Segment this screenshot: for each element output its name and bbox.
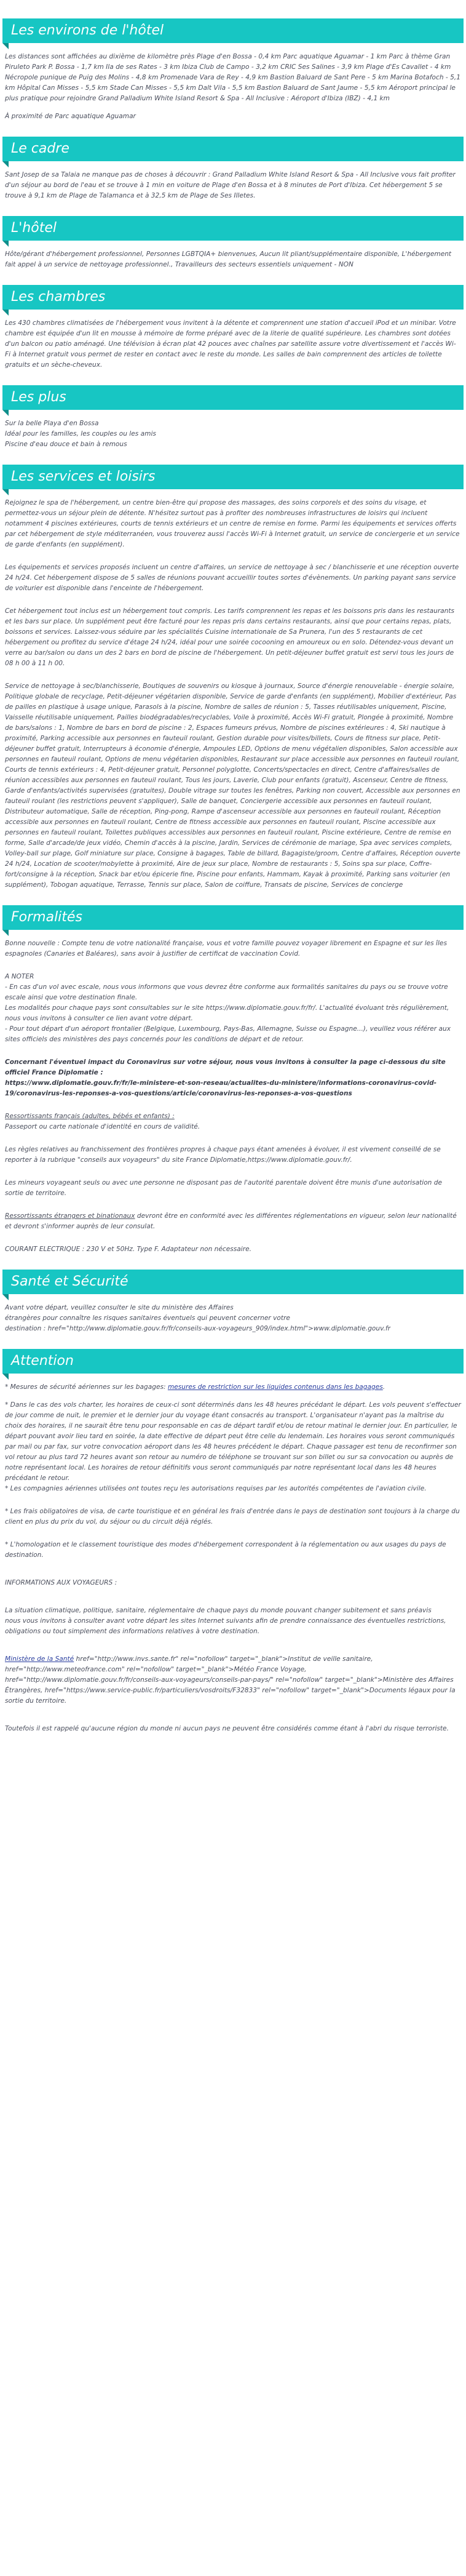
baggage-notice: * Mesures de sécurité aériennes sur les bagages: mesures de restriction sur les liquides contenus dans les bagages. [5, 1383, 385, 1391]
setting-text: Sant Josep de sa Talaia ne manque pas de choses à découvrir : Grand Palladium White Island Resort & Spa - All Inclusive vous fait profiter d'un séjour au bord de l'eau et se trouve à 1 min en voiture de Plage d'en Bossa et à 8 minutes de Port d'Ibiza. Cet hébergement 5 se trouve à 9,1 km de Plage de Talamanca et à 32,5 km de Plage de Ses Illetes. [5, 171, 456, 199]
section-heading [2, 1349, 464, 1374]
health-line: destination : href="http://www.diplomatie.gouv.fr/fr/conseils-aux-voyageurs_909/index.html">www.diplomatie.gouv.fr [5, 1325, 390, 1332]
situation-line: La situation climatique, politique, sanitaire, réglementaire de chaque pays du monde pouvant changer subitement et sans préavis [5, 1607, 432, 1614]
coronavirus-text: Concernant l'éventuel impact du Coronavirus sur votre séjour, nous vous invitons à consulter la page ci-dessous du site officiel France Diplomatie : [5, 1058, 446, 1076]
section-sante [2, 1270, 464, 1334]
note-heading: A NOTER [5, 973, 34, 980]
minors-text: Les mineurs voyageant seuls ou avec une personne ne disposant pas de l'autorité parentale doivent être munis d'une autorisation de sortie de territoire. [5, 1179, 443, 1197]
border-rules-text: Les règles relatives au franchissement des frontières propres à chaque pays étant amenées à évoluer, il est vivement conseillé de se reporter à la rubrique "conseils aux voyageurs" du site France Diplomatie,https://www.diplomatie.gouv.fr/. [5, 1146, 441, 1164]
heading-notch [2, 310, 9, 316]
amenities-list: Service de nettoyage à sec/blanchisserie, Boutiques de souvenirs ou kiosque à journaux, Source d'énergie renouvelable - énergie solaire, Politique globale de recyclage, Petit-déjeuner végétarien disponible, Service de garde d'enfants (en supplément), Mobilier d'extérieur, Pas de pailles en plastique à usage unique, Parasols à la piscine, Nombre de salles de réunion : 5, Tasses réutilisables uniquement, Piscine, Vaisselle réutilisable uniquement, Pailles biodégradables/recyclables, Voile à proximité, Accès Wi-Fi gratuit, Plongée à proximité, Nombre de bars/salons : 1, Nombre de bars en bord de piscine : 2, Espaces fumeurs prévus, Nombre de piscines extérieures : 4, Ski nautique à proximité, Parking accessible aux personnes en fauteuil roulant, Gestion durable pour visites/billets, Cours de fitness sur place, Petit-déjeuner buffet gratuit, Interrupteurs à économie d'énergie, Ampoules LED, Options de menu végétalien disponibles, Salon accessible aux personnes en fauteuil roulant, Options de menu végétarien disponibles, Restaurant sur place accessible aux personnes en fauteuil roulant, Courts de tennis extérieurs : 4, Petit-déjeuner gratuit, Personnel polyglotte, Concerts/spectacles en direct, Centre d'affaires/salles de réunion accessibles aux personnes en fauteuil roulant, Tous les jours, Laverie, Club pour enfants (gratuit), Ascenseur, Centre de fitness, Garde d'enfants/activités supervisées (gratuites), Double vitrage sur toutes les fenêtres, Parking non couvert, Accessible aux personnes en fauteuil roulant (les restrictions peuvent s'appliquer), Salle de banquet, Conciergerie accessible aux personnes en fauteuil roulant, Distributeur automatique, Salle de réception, Ping-pong, Rampe d'ascenseur accessible aux personnes en fauteuil roulant, Réception accessible aux personnes en fauteuil roulant, Centre de fitness accessible aux personnes en fauteuil roulant, Piscine accessible aux personnes en fauteuil roulant, Toilettes publiques accessibles aux personnes en fauteuil roulant, Piscine extérieure, Centre de remise en forme, Salle d'arcade/de jeux vidéo, Chemin d'accès à la piscine, Jardin, Services de cérémonie de mariage, Spa avec services complets, Volley-ball sur plage, Golf miniature sur place, Consigne à bagages, Table de billard, Bagagiste/groom, Centre d'affaires, Réception ouverte 24 h/24, Location de scooter/mobylette à proximité, Aire de jeux sur place, Nombre de restaurants : 5, Soins spa sur place, Coffre-fort/consigne à la réception, Snack bar et/ou épicerie fine, Piscine pour enfants, Hammam, Kayak à proximité, Parking sans voiturier (en supplément), Tobogan aquatique, Terrasse, Tennis sur place, Salon de coiffure, Transats de piscine, Services de concierge [5, 682, 460, 889]
formalities-note [2, 972, 464, 1045]
heading-notch [2, 1294, 9, 1300]
heading-notch [2, 161, 9, 167]
id-requirements [2, 1111, 464, 1132]
health-line: étrangères pour connaître les risques sanitaires éventuels qui peuvent concerner votre [5, 1314, 290, 1322]
section-heading [2, 18, 464, 43]
section-title: Le cadre [11, 141, 69, 156]
heading-notch [2, 410, 9, 416]
foreign-nationals-label: Ressortissants étrangers et binationaux [5, 1212, 135, 1220]
section-title: Formalités [11, 910, 82, 925]
note-line: Les modalités pour chaque pays sont consultables sur le site https://www.diplomatie.gouv.fr/fr/. L'actualité évoluant très régulièrement, nous vous invitons à consulter ce lien avant votre départ. [5, 1004, 449, 1022]
section-plus [2, 385, 464, 450]
id-requirement-text: Passeport ou carte nationale d'identité en cours de validité. [5, 1123, 200, 1130]
coronavirus-url[interactable]: https://www.diplomatie.gouv.fr/fr/le-ministere-et-son-reseau/actualites-du-ministere/informations-coronavirus-covid-19/coronavirus-les-reponses-a-vos-questions/article/coronavirus-les-reponses-a-vos-questions [5, 1079, 437, 1097]
proximity-text: À proximité de Parc aquatique Aguamar [5, 113, 136, 120]
section-title: L'hôtel [11, 220, 57, 236]
heading-notch [2, 43, 9, 49]
visa-fees-text: * Les frais obligatoires de visa, de carte touristique et en général les frais d'entrée dans le pays de destination sont toujours à la charge du client en plus du prix du vol, du séjour ou du circuit déjà réglés. [5, 1508, 460, 1526]
section-formalites [2, 905, 464, 1255]
health-line: Avant votre départ, veuillez consulter le site du ministère des Affaires [5, 1304, 234, 1311]
rooms-text: Les 430 chambres climatisées de l'hébergement vous invitent à la détente et comprennent une station d'accueil iPod et un minibar. Votre chambre est équipée d'un lit en mousse à mémoire de forme préparé avec de la literie de qualité supérieure. Les chambres sont dotées d'un balcon ou patio aménagé. Une télévision à écran plat 42 pouces avec chaînes par satellite assure votre divertissement et l'accès Wi-Fi à Internet gratuit vous permet de rester en contact avec le reste du monde. Les salles de bain comprennent des articles de toilette gratuits et un sèche-cheveux. [5, 319, 456, 369]
distances-text: Les distances sont affichées au dixième de kilomètre près Plage d'en Bossa - 0,4 km Parc aquatique Aguamar - 1 km Parc à thème Gran Piruleto Park P. Bossa - 1,7 km Ila de ses Rates - 3 km Ibiza Club de Campo - 3,2 km CRIC Ses Salines - 3,9 km Plage d'Es Cavallet - 4 km Nécropole punique de Puig des Molins - 4,8 km Promenade Vara de Rey - 4,9 km Bastion Baluard de Sant Pere - 5 km Marina Botafoch - 5,1 km Hôpital Can Misses - 5,5 km Stade Can Misses - 5,5 km Dalt Vila - 5,5 km Bastion Baluard de Sant Jaume - 5,5 km Aéroport principal le plus pratique pour rejoindre Grand Palladium White Island Resort & Spa - All Inclusive : Aéroport d'Ibiza (IBZ) - 4,1 km [5, 53, 460, 102]
section-heading [2, 137, 464, 161]
section-services [2, 465, 464, 890]
highlight-item: Piscine d'eau douce et bain à remous [5, 441, 127, 448]
french-nationals-label: Ressortissants français (adultes, bébés et enfants) : [5, 1113, 175, 1120]
useful-links-rest: href="http://www.invs.sante.fr" rel="nofollow" target="_blank">Institut de veille sanitaire, href="http://www.meteofrance.com" rel="nofollow" target="_blank">Météo France Voyage, href="http://www.diplomatie.gouv.fr/fr/conseils-aux-voyageurs/conseils-par-pays/" rel="nofollow" target="_blank">Ministère des Affaires Étrangères, href="https://www.service-public.fr/particuliers/vosdroits/F32833" rel="nofollow" target="_blank">Documents légaux pour la sortie du territoire. [5, 1655, 456, 1705]
section-heading [2, 905, 464, 930]
health-ministry-link[interactable]: Ministère de la Santé [5, 1655, 74, 1663]
foreign-nationals-text [2, 1211, 464, 1232]
services-text: Les équipements et services proposés incluent un centre d'affaires, un service de nettoyage à sec / blanchisserie et une réception ouverte 24 h/24. Cet hébergement dispose de 5 salles de réunions pouvant accueillir toutes sortes d'évènements. Un parking payant sans service de voiturier est disponible dans l'enceinte de l'hébergement. [5, 564, 459, 592]
section-title: Attention [11, 1353, 74, 1369]
section-title: Les services et loisirs [11, 469, 156, 484]
section-heading [2, 465, 464, 489]
services-text: Rejoignez le spa de l'hébergement, un centre bien-être qui propose des massages, des soins corporels et des soins du visage, et permettez-vous un séjour plein de détente. N'hésitez surtout pas à profiter des nombreuses infrastructures de loisirs qui incluent notamment 4 piscines extérieures, courts de tennis extérieurs et un centre de remise en forme. Parmi les équipements et services offerts par cet hébergement de style méditerranéen, vous trouverez aussi l'accès Wi-Fi à Internet gratuit, un service de conciergerie et un service de garde d'enfants (en supplément). [5, 499, 460, 548]
heading-notch [2, 241, 9, 247]
services-text: Cet hébergement tout inclus est un hébergement tout compris. Les tarifs comprennent les repas et les boissons pris dans les restaurants et les bars sur place. Un supplément peut être facturé pour les repas pris dans certains restaurants, ainsi que pour certains repas, plats, boissons et services. Laissez-vous séduire par les spécialités Cuisine internationale de Sa Prunera, l'un des 5 restaurants de cet hébergement ou profitez du service d'étage 24 h/24, idéal pour une soirée cocooning en amoureux ou en solo. Détendez-vous devant un verre au bar/salon ou dans un des 2 bars en bord de piscine de l'hébergement. Un petit-déjeuner buffet gratuit est servi tous les jours de 08 h 00 à 11 h 00. [5, 607, 455, 667]
section-title: Les chambres [11, 289, 106, 305]
situation-line: nous vous invitons à consulter avant votre départ les sites Internet suivants afin de prendre connaissance des éventuelles restrictions, obligations ou tout simplement des informations relatives à votre destination. [5, 1617, 446, 1635]
page [0, 18, 466, 1756]
heading-notch [2, 489, 9, 495]
hotel-text: Hôte/gérant d'hébergement professionnel, Personnes LGBTQIA+ bienvenues, Aucun lit pliant/supplémentaire disponible, L'hébergement fait appel à un service de nettoyage professionnel., Travailleurs des secteurs essentiels uniquement - NON [5, 250, 452, 268]
section-environs [2, 18, 464, 122]
heading-notch [2, 1374, 9, 1380]
highlight-item: Sur la belle Playa d'en Bossa [5, 420, 99, 427]
baggage-label: * Mesures de sécurité aériennes sur les bagages: [5, 1383, 168, 1391]
section-title: Santé et Sécurité [11, 1274, 128, 1289]
coronavirus-notice [2, 1057, 464, 1099]
charter-flights-text [2, 1400, 464, 1494]
section-chambres [2, 285, 464, 370]
section-heading [2, 285, 464, 310]
section-title: Les plus [11, 390, 66, 405]
useful-links-text [2, 1654, 464, 1706]
classification-text: * L'homologation et le classement touristique des modes d'hébergement correspondent à la réglementation ou aux usages du pays de destination. [5, 1541, 446, 1559]
terrorism-risk-text: Toutefois il est rappelé qu'aucune région du monde ni aucun pays ne peuvent être considérés comme étant à l'abri du risque terroriste. [5, 1725, 449, 1732]
liquids-restriction-link[interactable]: mesures de restriction sur les liquides contenus dans les bagages [167, 1383, 383, 1391]
note-line: - Pour tout départ d'un aéroport frontalier (Belgique, Luxembourg, Pays-Bas, Allemagne, Suisse ou Espagne...), veuillez vous référer aux sites officiels des ministères des pays concernés pour les conditions de départ et de retour. [5, 1025, 451, 1043]
section-heading [2, 385, 464, 410]
travellers-info-heading: INFORMATIONS AUX VOYAGEURS : [5, 1579, 117, 1586]
highlights-text [2, 418, 464, 450]
heading-notch [2, 930, 9, 936]
foreign-nationals-rest: devront être en conformité avec les différentes réglementations en vigueur, selon leur nationalité et devront s'informer auprès de leur consulat. [5, 1212, 457, 1230]
section-title: Les environs de l'hôtel [11, 23, 164, 38]
formalities-text: Bonne nouvelle : Compte tenu de votre nationalité française, vous et votre famille pouvez voyager librement en Espagne et sur les îles espagnoles (Canaries et Baléares), sans avoir à justifier de certificat de vaccination Covid. [5, 940, 447, 958]
note-line: - En cas d'un vol avec escale, nous vous informons que vous devrez être conforme aux formalités sanitaires du pays ou se trouve votre escale ainsi que votre destination finale. [5, 983, 448, 1001]
airlines-line: * Les compagnies aériennes utilisées ont toutes reçu les autorisations requises par les autorités compétentes de l'aviation civile. [5, 1485, 427, 1492]
section-hotel [2, 216, 464, 270]
situation-text [2, 1606, 464, 1637]
section-cadre [2, 137, 464, 201]
section-heading [2, 1270, 464, 1294]
charter-flights-line: * Dans le cas des vols charter, les horaires de ceux-ci sont déterminés dans les 48 heures précédant le départ. Les vols peuvent s'effectuer de jour comme de nuit, le premier et le dernier jour du voyage étant consacrés au transport. L'organisateur n'ayant pas la maîtrise du choix des horaires, il ne saurait être tenu pour responsable en cas de départ tardif et/ou de retour matinal le dernier jour. En particulier, le départ pouvant avoir lieu tard en soirée, la date effective de départ peut être celle du lendemain. Les horaires vous seront communiqués par mail ou par fax, sur votre convocation aéroport dans les 48 heures précédent le départ. Chaque passager est tenu de reconfirmer son vol retour au plus tard 72 heures avant son retour au numéro de téléphone se trouvant sur son billet ou sur sa convocation ou auprès de notre représentant local. Les horaires de retour définitifs vous seront communiqués par notre représentant local dans les 48 heures précédant le retour. [5, 1401, 461, 1482]
section-attention [2, 1349, 464, 1734]
section-heading [2, 216, 464, 241]
electricity-text: COURANT ELECTRIQUE : 230 V et 50Hz. Type F. Adaptateur non nécessaire. [5, 1246, 251, 1253]
health-text [2, 1303, 464, 1334]
highlight-item: Idéal pour les familles, les couples ou les amis [5, 430, 156, 438]
